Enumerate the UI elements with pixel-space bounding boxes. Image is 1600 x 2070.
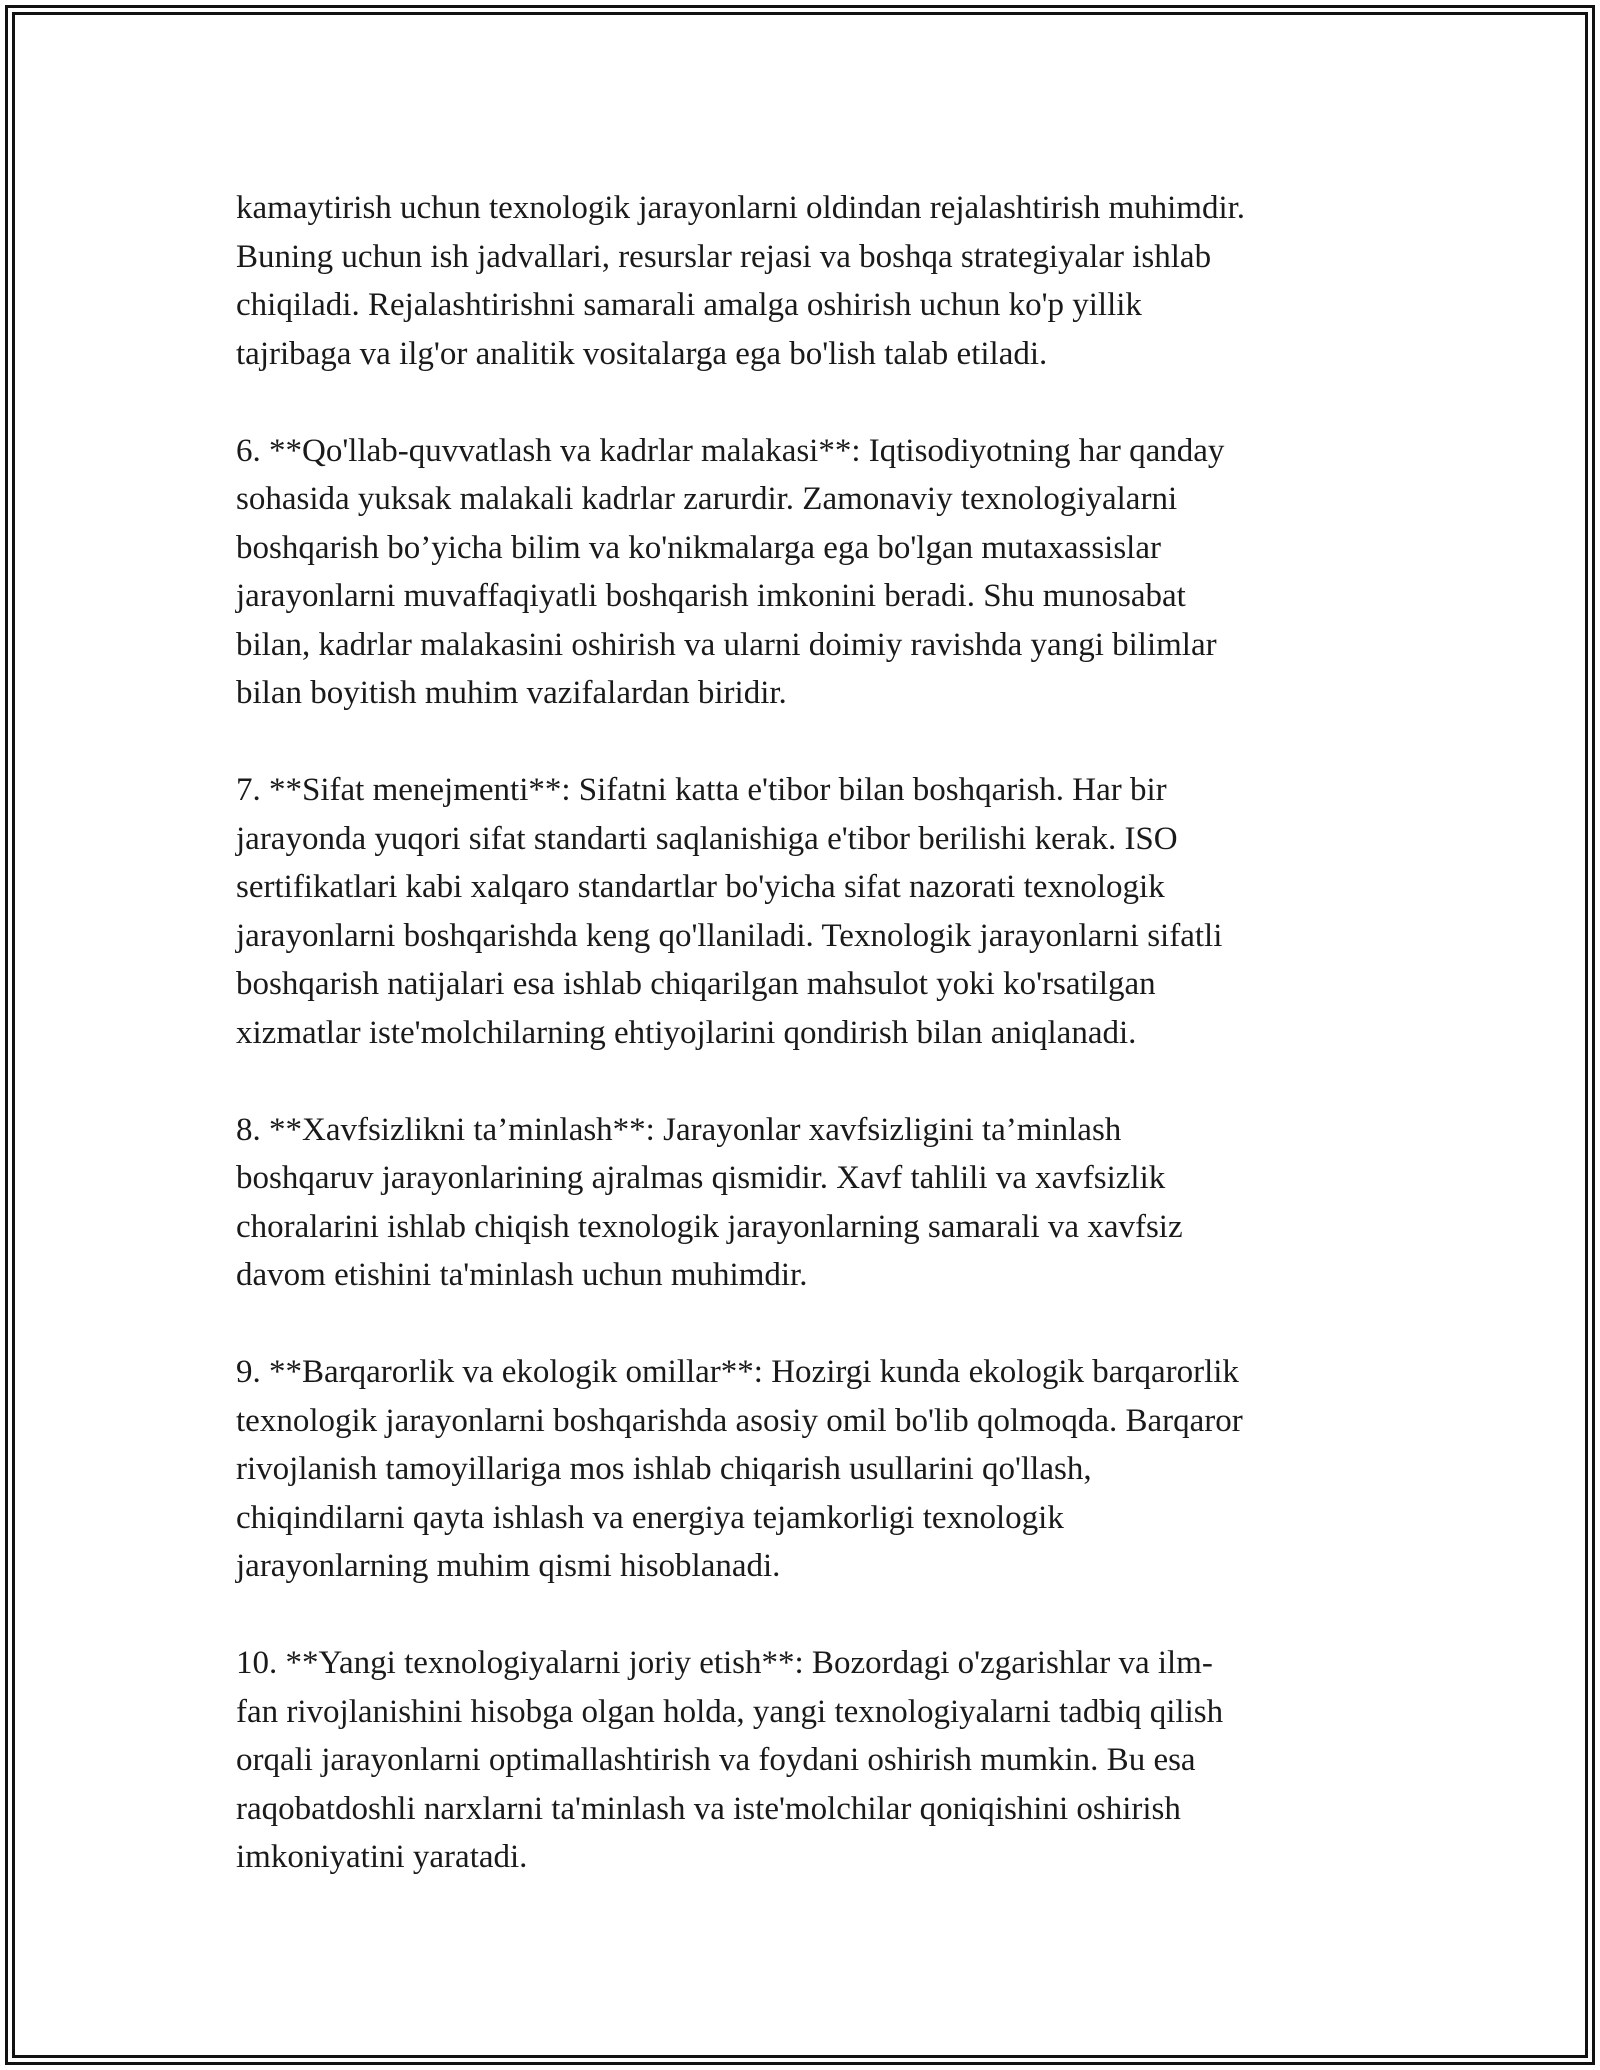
- paragraph-quality-management: 7. **Sifat menejmenti**: Sifatni katta e'tibor bilan boshqarish. Har bir jarayonda yuqori sifat standarti saqlanishiga e'tibor berilishi kerak. ISO sertifikatlari kabi xalqaro standartlar bo'yicha sifat nazorati texnologik jarayonlarni boshqarishda keng qo'llaniladi. Texnologik jarayonlarni sifatli boshqarish natijalari esa ishlab chiqarilgan mahsulot yoki ko'rsatilgan xizmatlar iste'molchilarning ehtiyojlarini qondirish bilan aniqlanadi.: [236, 772, 1223, 1051]
- document-body: [236, 184, 1366, 1882]
- paragraph-planning-continuation: kamaytirish uchun texnologik jarayonlarni oldindan rejalashtirish muhimdir. Buning uchun ish jadvallari, resurslar rejasi va boshqa strategiyalar ishlab chiqiladi. Rejalashtirishni samarali amalga oshirish uchun ko'p yillik tajribaga va ilg'or analitik vositalarga ega bo'lish talab etiladi.: [236, 190, 1246, 372]
- paragraph-sustainability: 9. **Barqarorlik va ekologik omillar**: Hozirgi kunda ekologik barqarorlik texnologik jarayonlarni boshqarishda asosiy omil bo'lib qolmoqda. Barqaror rivojlanish tamoyillariga mos ishlab chiqarish usullarini qo'llash, chiqindilarni qayta ishlash va energiya tejamkorligi texnologik jarayonlarning muhim qismi hisoblanadi.: [236, 1354, 1243, 1584]
- paragraph-new-technologies: 10. **Yangi texnologiyalarni joriy etish**: Bozordagi o'zgarishlar va ilm- fan rivojlanishini hisobga olgan holda, yangi texnologiyalarni tadbiq qilish orqali jarayonlarni optimallashtirish va foydani oshirish mumkin. Bu esa raqobatdoshli narxlarni ta'minlash va iste'molchilar qoniqishini oshirish imkoniyatini yaratadi.: [236, 1645, 1224, 1875]
- paragraph-staff-qualification: 6. **Qo'llab-quvvatlash va kadrlar malakasi**: Iqtisodiyotning har qanday sohasida yuksak malakali kadrlar zarurdir. Zamonaviy texnologiyalarni boshqarish bo’yicha bilim va ko'nikmalarga ega bo'lgan mutaxassislar jarayonlarni muvaffaqiyatli boshqarish imkonini beradi. Shu munosabat bilan, kadrlar malakasini oshirish va ularni doimiy ravishda yangi bilimlar bilan boyitish muhim vazifalardan biridir.: [236, 432, 1225, 711]
- paragraph-safety: 8. **Xavfsizlikni ta’minlash**: Jarayonlar xavfsizligini ta’minlash boshqaruv jarayonlarining ajralmas qismidir. Xavf tahlili va xavfsizlik choralarini ishlab chiqish texnologik jarayonlarning samarali va xavfsiz davom etishini ta'minlash uchun muhimdir.: [236, 1111, 1183, 1293]
